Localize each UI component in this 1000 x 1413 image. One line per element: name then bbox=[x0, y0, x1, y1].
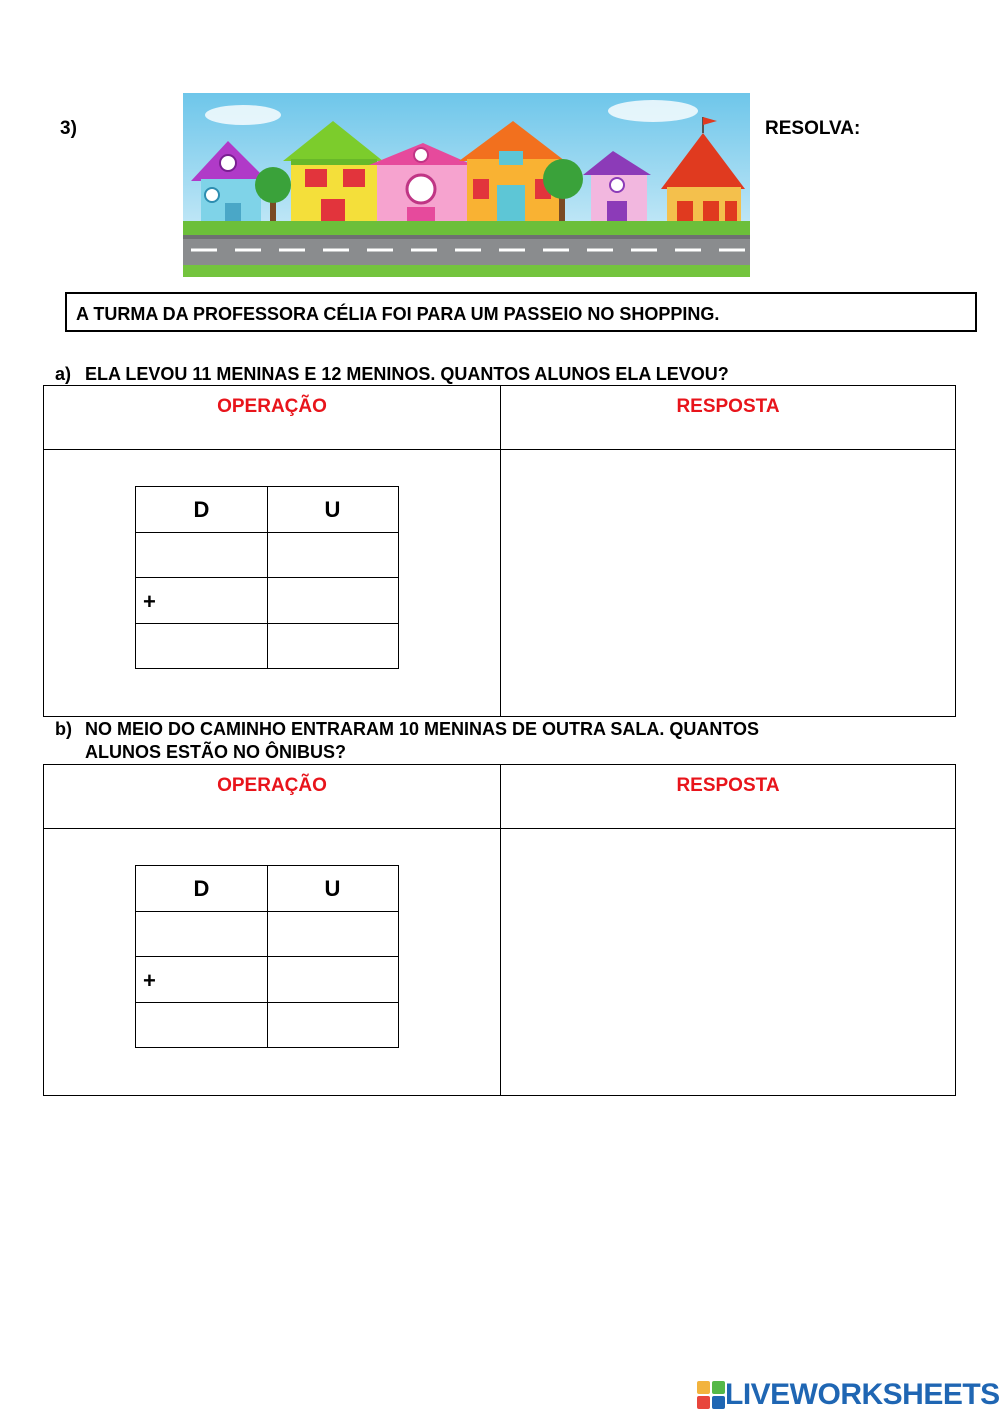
operation-header-a: OPERAÇÃO bbox=[217, 396, 327, 417]
question-b-text-line1: NO MEIO DO CAMINHO ENTRARAM 10 MENINAS DE OUTRA SALA. QUANTOS bbox=[85, 719, 760, 739]
answer-area-b[interactable] bbox=[502, 830, 955, 1095]
question-a-text: ELA LEVOU 11 MENINAS E 12 MENINOS. QUANTOS ALUNOS ELA LEVOU? bbox=[85, 364, 729, 384]
header-divider bbox=[44, 828, 955, 829]
question-b bbox=[55, 718, 955, 766]
du-header-tens-a: D bbox=[193, 497, 210, 522]
operation-header-b: OPERAÇÃO bbox=[217, 775, 327, 796]
column-divider bbox=[500, 386, 501, 716]
liveworksheets-logo bbox=[697, 1377, 1000, 1413]
work-table-a bbox=[43, 385, 956, 717]
work-table-b bbox=[43, 764, 956, 1096]
plus-sign-a: + bbox=[143, 589, 156, 614]
intro-statement: A TURMA DA PROFESSORA CÉLIA FOI PARA UM PASSEIO NO SHOPPING. bbox=[65, 292, 977, 332]
liveworksheets-logo-icon bbox=[697, 1381, 725, 1409]
du-header-units-b: U bbox=[324, 876, 341, 901]
houses-banner-image bbox=[183, 93, 750, 277]
question-b-text-line2: ALUNOS ESTÃO NO ÔNIBUS? bbox=[85, 742, 347, 762]
question-a-label: a) bbox=[55, 364, 72, 384]
instruction-label: RESOLVA: bbox=[765, 118, 861, 139]
du-header-tens-b: D bbox=[193, 876, 210, 901]
du-grid-b bbox=[135, 865, 399, 1048]
header-divider bbox=[44, 449, 955, 450]
question-number: 3) bbox=[60, 118, 77, 139]
du-grid-a bbox=[135, 486, 399, 669]
du-header-units-a: U bbox=[324, 497, 341, 522]
liveworksheets-brand-text: LIVEWORKSHEETS bbox=[725, 1378, 1000, 1411]
question-b-label: b) bbox=[55, 719, 72, 739]
column-divider bbox=[500, 765, 501, 1095]
question-a bbox=[55, 363, 955, 387]
answer-header-b: RESPOSTA bbox=[676, 775, 780, 796]
answer-header-a: RESPOSTA bbox=[676, 396, 780, 417]
plus-sign-b: + bbox=[143, 968, 156, 993]
answer-area-a[interactable] bbox=[502, 451, 955, 716]
